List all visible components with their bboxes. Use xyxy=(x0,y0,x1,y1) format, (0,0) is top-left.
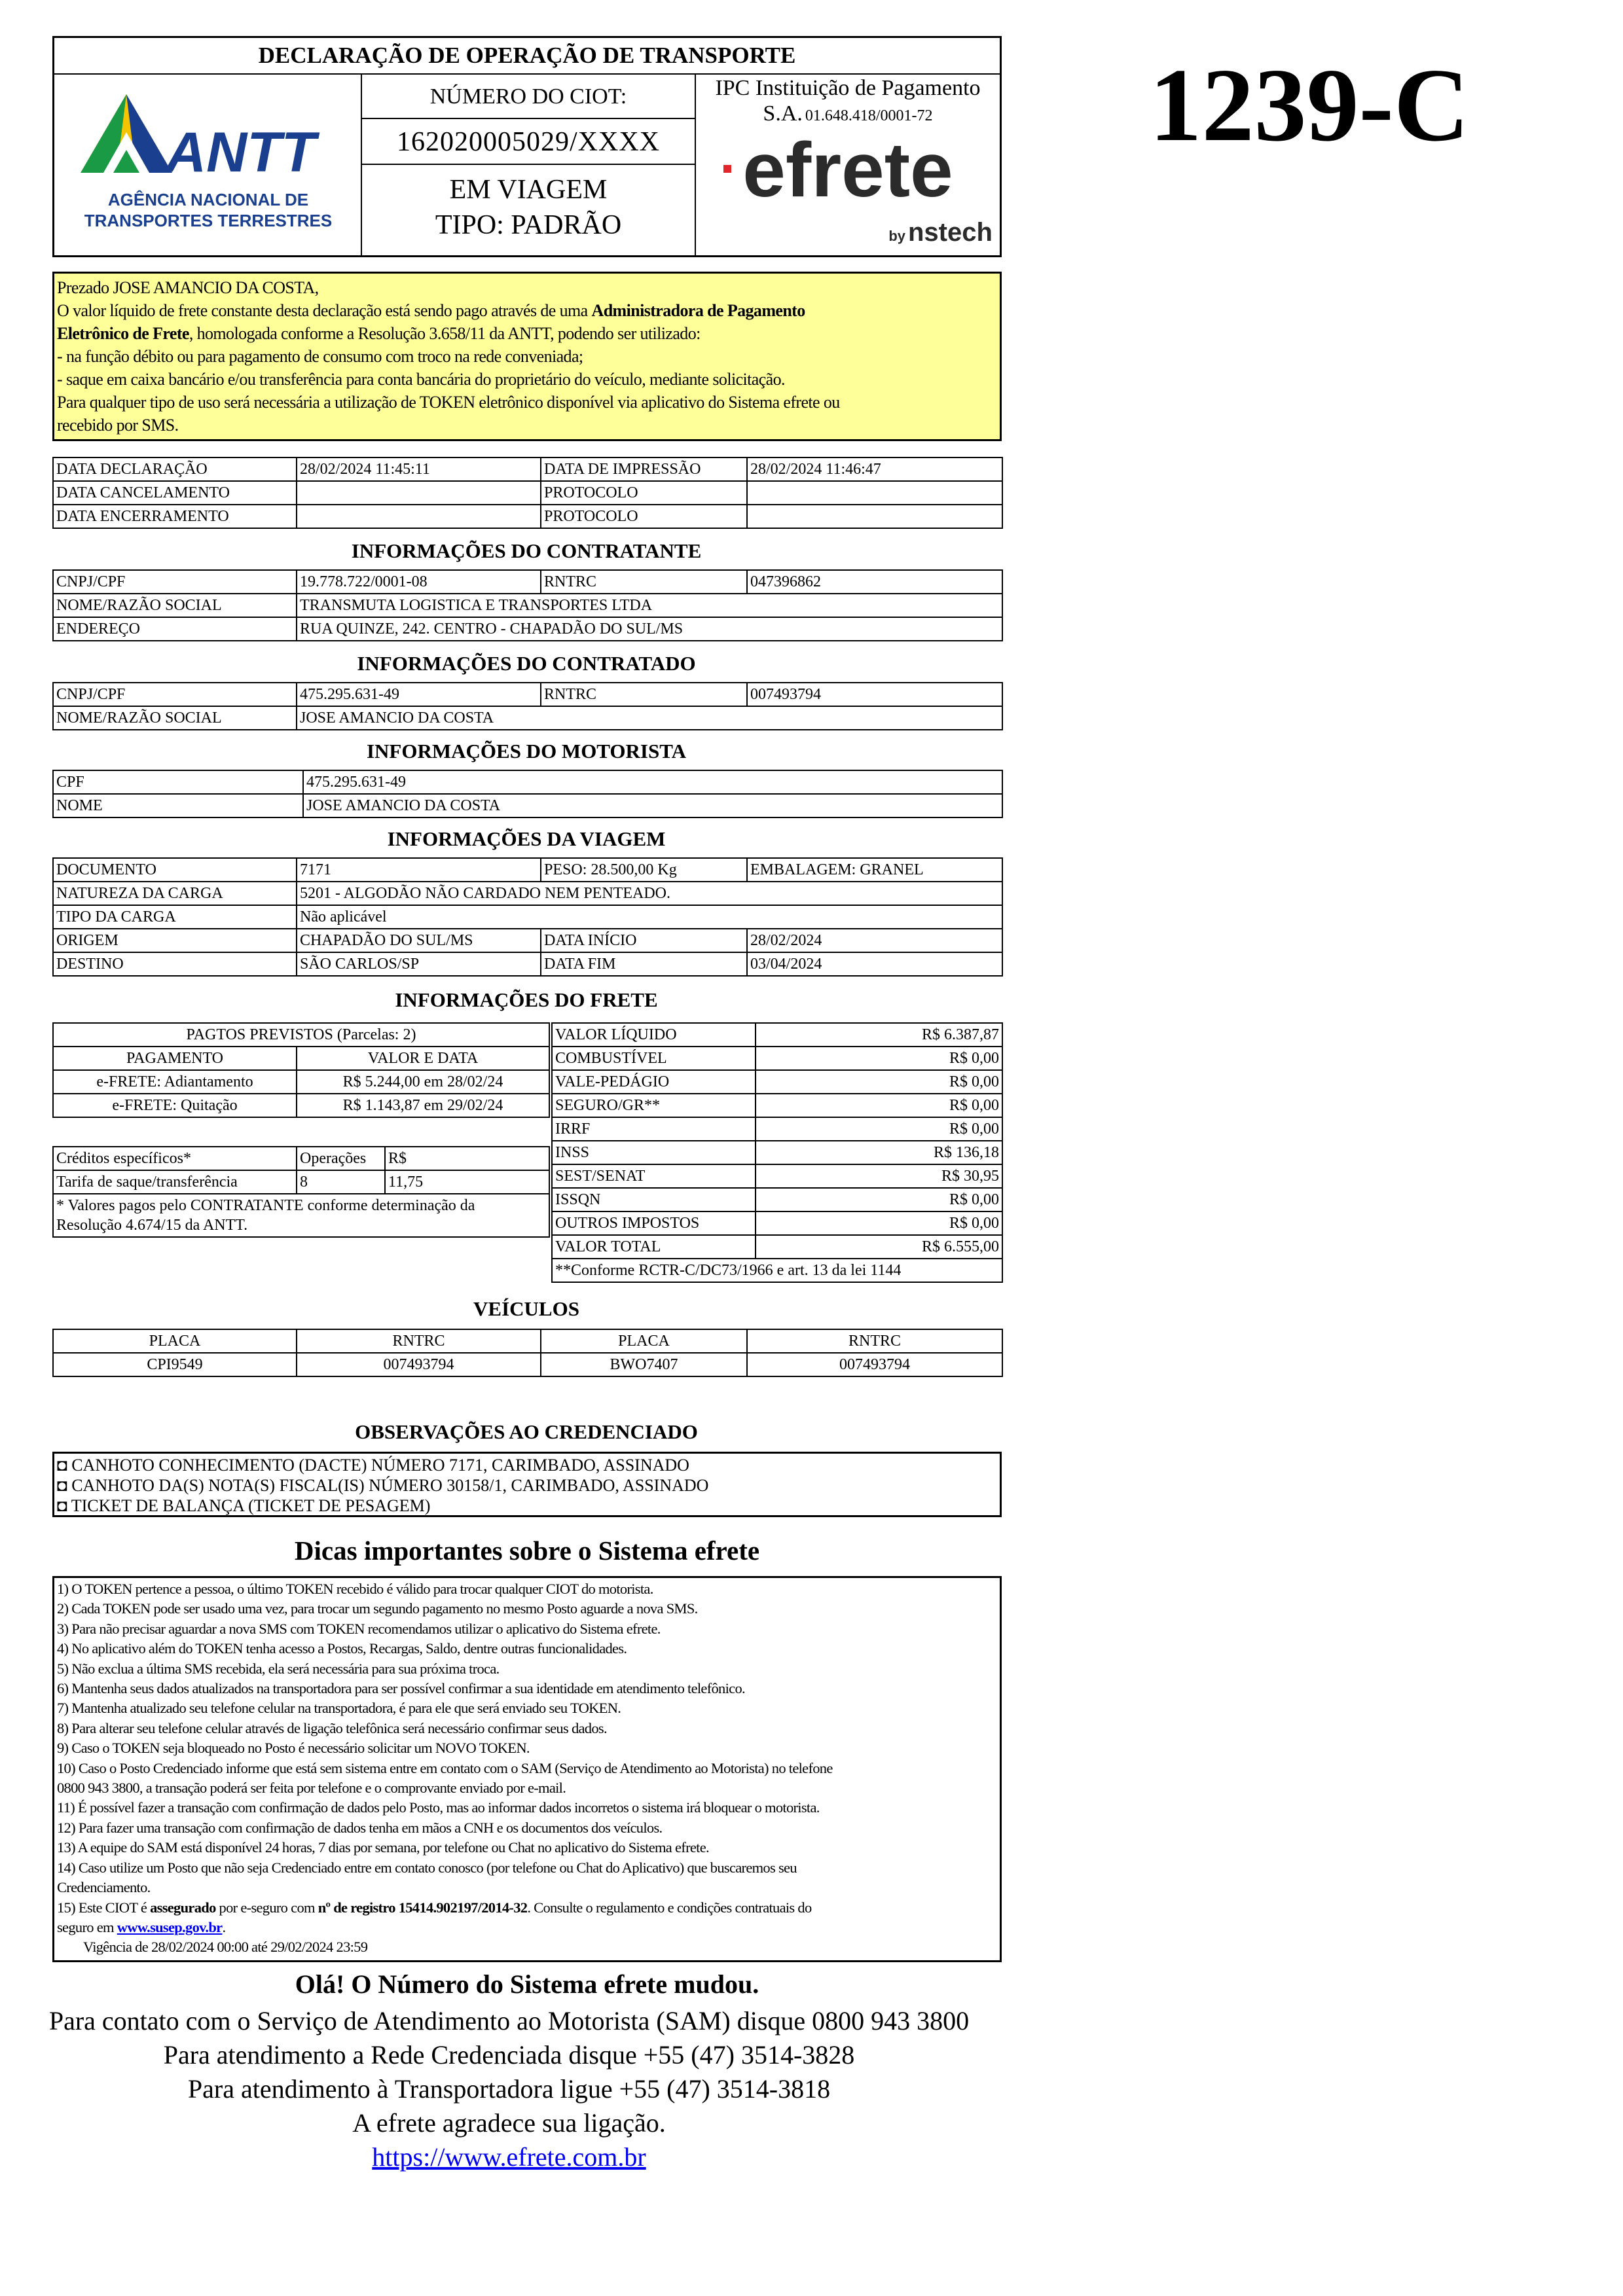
dica-text: 15) Este CIOT é xyxy=(57,1899,151,1916)
dica-line xyxy=(57,1898,997,1918)
rntrc-value: 007493794 xyxy=(297,1353,541,1376)
document-title: DECLARAÇÃO DE OPERAÇÃO DE TRANSPORTE xyxy=(54,38,1000,75)
data-inicio-label: DATA INÍCIO xyxy=(541,929,747,952)
dica-line: 1) O TOKEN pertence a pessoa, o último TOKEN recebido é válido para trocar qualquer CIOT do motorista. xyxy=(57,1581,653,1597)
veiculos-title: VEÍCULOS xyxy=(473,1297,579,1320)
table-row xyxy=(53,706,1002,730)
protocolo-label: PROTOCOLO xyxy=(541,481,747,505)
table-row xyxy=(53,794,1002,817)
table-row xyxy=(53,457,1002,481)
endereco-value: RUA QUINZE, 242. CENTRO - CHAPADÃO DO SUL/MS xyxy=(297,617,1002,641)
valor-label: ISSQN xyxy=(552,1188,756,1211)
dica-text: por e-seguro com xyxy=(215,1899,318,1916)
table-row xyxy=(552,1023,1002,1047)
cnpj-label: CNPJ/CPF xyxy=(53,683,297,706)
table-row xyxy=(53,1194,549,1237)
document-code: 1239-C xyxy=(1149,46,1470,163)
contratante-title: INFORMAÇÕES DO CONTRATANTE xyxy=(351,539,702,562)
notice-line xyxy=(57,322,997,345)
valor-label: OUTROS IMPOSTOS xyxy=(552,1211,756,1235)
protocolo-label: PROTOCOLO xyxy=(541,505,747,528)
svg-text:ANTT: ANTT xyxy=(166,121,316,184)
dica-bold: assegurado xyxy=(150,1899,216,1916)
table-row xyxy=(552,1235,1002,1259)
efrete-logo-icon xyxy=(696,131,1000,255)
table-row xyxy=(53,594,1002,617)
ipc-info xyxy=(696,101,1000,131)
creditos-label: Créditos específicos* xyxy=(53,1147,297,1170)
table-row xyxy=(53,617,1002,641)
origem-label: ORIGEM xyxy=(53,929,297,952)
footer-line: Para contato com o Serviço de Atendimento ao Motorista (SAM) disque 0800 943 3800 xyxy=(48,2006,970,2036)
documento-value: 7171 xyxy=(297,858,541,882)
data-fim-value: 03/04/2024 xyxy=(747,952,1002,976)
dica-text: seguro em xyxy=(57,1918,117,1935)
valor-value: R$ 0,00 xyxy=(756,1117,1002,1141)
cnpj-value: 19.778.722/0001-08 xyxy=(297,570,541,594)
table-row xyxy=(53,1070,549,1094)
dica-line: 5) Não exclua a última SMS recebida, ela será necessária para sua próxima troca. xyxy=(57,1660,500,1677)
data-encerramento-value xyxy=(297,505,541,528)
notice-line: recebido por SMS. xyxy=(57,416,179,435)
footer-line: Para atendimento à Transportadora ligue +55 (47) 3514-3818 xyxy=(187,2074,831,2104)
table-row xyxy=(53,1047,549,1070)
destino-value: SÃO CARLOS/SP xyxy=(297,952,541,976)
embalagem-value: EMBALAGEM: GRANEL xyxy=(747,858,1002,882)
documento-label: DOCUMENTO xyxy=(53,858,297,882)
observacoes-box xyxy=(52,1452,1002,1517)
valor-label: SEST/SENAT xyxy=(552,1164,756,1188)
valor-label: COMBUSTÍVEL xyxy=(552,1047,756,1070)
footer-headline: Olá! O Número do Sistema efrete mudou. xyxy=(295,1969,759,1999)
notice-text: , homologada conforme a Resolução 3.658/11 da ANTT, podendo ser utilizado: xyxy=(189,324,701,343)
rntrc-label: RNTRC xyxy=(541,570,747,594)
dica-line: 13) A equipe do SAM está disponível 24 horas, 7 dias por semana, por telefone ou Chat no aplicativo do Sistema efrete. xyxy=(57,1839,709,1856)
table-row xyxy=(552,1117,1002,1141)
pagamento-valor: R$ 1.143,87 em 29/02/24 xyxy=(297,1094,549,1117)
dica-line: 10) Caso o Posto Credenciado informe que está sem sistema entre em contato com o SAM (Serviço de Atendimento ao Motorista) no telefone xyxy=(57,1759,833,1776)
tipo-carga-value: Não aplicável xyxy=(297,905,1002,929)
data-impressao-label: DATA DE IMPRESSÃO xyxy=(541,457,747,481)
table-row xyxy=(53,929,1002,952)
placa-value: CPI9549 xyxy=(53,1353,297,1376)
valor-value: R$ 0,00 xyxy=(756,1211,1002,1235)
table-row xyxy=(53,1329,1002,1353)
destino-label: DESTINO xyxy=(53,952,297,976)
data-fim-label: DATA FIM xyxy=(541,952,747,976)
dates-table xyxy=(52,457,1003,529)
svg-text:AGÊNCIA NACIONAL DE: AGÊNCIA NACIONAL DE xyxy=(107,190,309,209)
tarifa-operacoes: 8 xyxy=(297,1170,385,1194)
natureza-label: NATUREZA DA CARGA xyxy=(53,882,297,905)
table-row xyxy=(53,770,1002,794)
contratante-table xyxy=(52,569,1003,641)
nota-line: Resolução 4.674/15 da ANTT. xyxy=(56,1217,248,1234)
dica-text: . xyxy=(222,1918,226,1935)
ciot-number: 162020005029/XXXX xyxy=(362,119,695,165)
pagtos-title: PAGTOS PREVISTOS (Parcelas: 2) xyxy=(53,1023,549,1047)
table-row xyxy=(53,505,1002,528)
ciot-label: NÚMERO DO CIOT: xyxy=(362,75,695,119)
notice-text: O valor líquido de frete constante desta declaração está sendo pago através de uma xyxy=(57,301,592,320)
dica-line: 0800 943 3800, a transação poderá ser feita por telefone e o comprovante enviado por e-mail. xyxy=(57,1780,566,1797)
col-placa: PLACA xyxy=(53,1329,297,1353)
table-row xyxy=(53,1170,549,1194)
antt-logo-icon xyxy=(54,75,362,255)
table-row xyxy=(53,905,1002,929)
ipc-cnpj: 01.648.418/0001-72 xyxy=(805,107,933,124)
valor-label: VALE-PEDÁGIO xyxy=(552,1070,756,1094)
notice-line xyxy=(57,299,997,322)
valor-value: R$ 0,00 xyxy=(756,1188,1002,1211)
operacoes-label: Operações xyxy=(297,1147,385,1170)
payment-notice xyxy=(52,272,1002,441)
table-row xyxy=(53,858,1002,882)
motorista-title: INFORMAÇÕES DO MOTORISTA xyxy=(366,740,686,762)
valor-label: SEGURO/GR** xyxy=(552,1094,756,1117)
tipo-carga-label: TIPO DA CARGA xyxy=(53,905,297,929)
valor-value: R$ 6.387,87 xyxy=(756,1023,1002,1047)
table-row xyxy=(552,1188,1002,1211)
cnpj-label: CNPJ/CPF xyxy=(53,570,297,594)
notice-bold: Administradora de Pagamento xyxy=(591,301,805,320)
notice-line: - saque em caixa bancário e/ou transferência para conta bancária do proprietário do veículo, mediante solicitação. xyxy=(57,370,785,389)
data-cancelamento-value xyxy=(297,481,541,505)
contratado-table xyxy=(52,682,1003,730)
dica-line: 12) Para fazer uma transação com confirmação de dados tenha em mãos a CNH e os documentos dos veículos. xyxy=(57,1819,663,1836)
nome-label: NOME/RAZÃO SOCIAL xyxy=(53,594,297,617)
valor-label: VALOR LÍQUIDO xyxy=(552,1023,756,1047)
col-rntrc: RNTRC xyxy=(297,1329,541,1353)
table-row xyxy=(53,952,1002,976)
valor-value: R$ 0,00 xyxy=(756,1047,1002,1070)
valor-label: IRRF xyxy=(552,1117,756,1141)
list-item xyxy=(57,1475,997,1496)
nome-value: TRANSMUTA LOGISTICA E TRANSPORTES LTDA xyxy=(297,594,1002,617)
dica-line: 8) Para alterar seu telefone celular através de ligação telefônica será necessário confirmar seus dados. xyxy=(57,1719,607,1736)
footer-contacts xyxy=(0,2004,1018,2174)
observacao-text: TICKET DE BALANÇA (TICKET DE PESAGEM) xyxy=(71,1496,431,1515)
motorista-table xyxy=(52,770,1003,818)
protocolo-value xyxy=(747,505,1002,528)
checkbox-icon: ◘ xyxy=(57,1456,67,1475)
cpf-label: CPF xyxy=(53,770,303,794)
dica-line: 3) Para não precisar aguardar a nova SMS com TOKEN recomendamos utilizar o aplicativo do Sistema efrete. xyxy=(57,1620,661,1637)
dica-line: Credenciamento. xyxy=(57,1879,151,1896)
origem-value: CHAPADÃO DO SUL/MS xyxy=(297,929,541,952)
ipc-sa: S.A. xyxy=(763,101,803,126)
veiculos-table xyxy=(52,1329,1003,1377)
pagamento-valor: R$ 5.244,00 em 28/02/24 xyxy=(297,1070,549,1094)
data-impressao-value: 28/02/2024 11:46:47 xyxy=(747,457,1002,481)
peso-value: PESO: 28.500,00 Kg xyxy=(541,858,747,882)
cpf-value: 475.295.631-49 xyxy=(303,770,1002,794)
contratado-title: INFORMAÇÕES DO CONTRATADO xyxy=(357,652,696,675)
dica-line: 11) É possível fazer a transação com confirmação de dados pelo Posto, mas ao informar dados incorretos o sistema irá bloquear o motorista. xyxy=(57,1799,820,1816)
valor-value: R$ 0,00 xyxy=(756,1094,1002,1117)
table-row xyxy=(53,570,1002,594)
dicas-box xyxy=(52,1576,1002,1962)
nome-label: NOME/RAZÃO SOCIAL xyxy=(53,706,297,730)
rntrc-value: 007493794 xyxy=(747,683,1002,706)
valor-value: R$ 0,00 xyxy=(756,1070,1002,1094)
pagamento-tipo: e-FRETE: Quitação xyxy=(53,1094,297,1117)
col-valor-data: VALOR E DATA xyxy=(297,1047,549,1070)
observacao-text: CANHOTO CONHECIMENTO (DACTE) NÚMERO 7171, CARIMBADO, ASSINADO xyxy=(71,1456,689,1475)
table-row xyxy=(552,1211,1002,1235)
dica-line: 9) Caso o TOKEN seja bloqueado no Posto é necessário solicitar um NOVO TOKEN. xyxy=(57,1740,530,1757)
table-row xyxy=(552,1094,1002,1117)
cnpj-value: 475.295.631-49 xyxy=(297,683,541,706)
ciot-type: TIPO: PADRÃO xyxy=(435,210,622,240)
pagamento-tipo: e-FRETE: Adiantamento xyxy=(53,1070,297,1094)
header-box xyxy=(52,36,1002,257)
valor-total-value: R$ 6.555,00 xyxy=(756,1235,1002,1259)
frete-title: INFORMAÇÕES DO FRETE xyxy=(395,988,658,1011)
data-declaracao-value: 28/02/2024 11:45:11 xyxy=(297,457,541,481)
notice-line: Para qualquer tipo de uso será necessária a utilização de TOKEN eletrônico disponível via aplicativo do Sistema efrete ou xyxy=(57,393,840,412)
rntrc-label: RNTRC xyxy=(541,683,747,706)
col-rntrc: RNTRC xyxy=(747,1329,1002,1353)
notice-line: - na função débito ou para pagamento de consumo com troco na rede conveniada; xyxy=(57,347,583,366)
pagtos-table xyxy=(52,1022,550,1118)
checkbox-icon: ◘ xyxy=(57,1476,67,1495)
table-row xyxy=(552,1164,1002,1188)
table-row xyxy=(53,882,1002,905)
rntrc-value: 007493794 xyxy=(747,1353,1002,1376)
col-placa: PLACA xyxy=(541,1329,747,1353)
nome-label: NOME xyxy=(53,794,303,817)
table-row xyxy=(552,1070,1002,1094)
table-row xyxy=(552,1259,1002,1282)
table-row xyxy=(552,1141,1002,1164)
table-row xyxy=(53,1353,1002,1376)
efrete-cell xyxy=(696,75,1000,255)
table-row xyxy=(53,683,1002,706)
data-encerramento-label: DATA ENCERRAMENTO xyxy=(53,505,297,528)
nome-value: JOSE AMANCIO DA COSTA xyxy=(297,706,1002,730)
table-row xyxy=(53,1094,549,1117)
susep-link[interactable]: www.susep.gov.br xyxy=(117,1918,223,1935)
list-item xyxy=(57,1496,997,1516)
dica-line: 6) Mantenha seus dados atualizados na transportadora para ser possível confirmar a sua identidade em atendimento telefônico. xyxy=(57,1680,745,1697)
notice-bold: Eletrônico de Frete xyxy=(57,324,189,343)
dica-text: . Consulte o regulamento e condições contratuais do xyxy=(527,1899,812,1916)
data-cancelamento-label: DATA CANCELAMENTO xyxy=(53,481,297,505)
viagem-title: INFORMAÇÕES DA VIAGEM xyxy=(387,827,666,850)
placa-value: BWO7407 xyxy=(541,1353,747,1376)
dica-line: 7) Mantenha atualizado seu telefone celular na transportadora, é para ele que será enviado seu TOKEN. xyxy=(57,1700,621,1717)
table-row xyxy=(53,1147,549,1170)
rntrc-value: 047396862 xyxy=(747,570,1002,594)
dicas-title: Dicas importantes sobre o Sistema efrete xyxy=(294,1535,760,1566)
ciot-status: EM VIAGEM xyxy=(449,175,608,205)
dica-line: 4) No aplicativo além do TOKEN tenha acesso a Postos, Recargas, Saldo, dentre outras funcionalidades. xyxy=(57,1640,627,1657)
data-declaracao-label: DATA DECLARAÇÃO xyxy=(53,457,297,481)
tarifa-label: Tarifa de saque/transferência xyxy=(53,1170,297,1194)
notice-greeting: Prezado JOSE AMANCIO DA COSTA, xyxy=(57,278,319,297)
nota-contratante xyxy=(53,1194,549,1237)
nota-line: * Valores pagos pelo CONTRATANTE conforme determinação da xyxy=(56,1197,475,1214)
ciot-cell xyxy=(362,75,696,255)
efrete-website-link[interactable]: https://www.efrete.com.br xyxy=(372,2142,646,2172)
dica-bold: nº de registro 15414.902197/2014-32 xyxy=(318,1899,528,1916)
footer-link-row xyxy=(0,2140,1018,2174)
table-row xyxy=(53,1023,549,1047)
dica-line xyxy=(57,1918,997,1937)
tarifa-valor: 11,75 xyxy=(385,1170,549,1194)
rs-label: R$ xyxy=(385,1147,549,1170)
svg-text:TRANSPORTES TERRESTRES: TRANSPORTES TERRESTRES xyxy=(84,211,333,230)
endereco-label: ENDEREÇO xyxy=(53,617,297,641)
col-pagamento: PAGAMENTO xyxy=(53,1047,297,1070)
checkbox-icon: ◘ xyxy=(57,1496,67,1515)
table-row xyxy=(552,1047,1002,1070)
footer-line: A efrete agradece sua ligação. xyxy=(352,2108,666,2138)
dica-line: 14) Caso utilize um Posto que não seja Credenciado entre em contato conosco (por telefone ou Chat do Aplicativo) que buscaremos seu xyxy=(57,1859,797,1876)
natureza-value: 5201 - ALGODÃO NÃO CARDADO NEM PENTEADO. xyxy=(297,882,1002,905)
antt-logo xyxy=(54,75,362,255)
valor-value: R$ 30,95 xyxy=(756,1164,1002,1188)
table-row xyxy=(53,481,1002,505)
vigencia-line: Vigência de 28/02/2024 00:00 até 29/02/2024 23:59 xyxy=(83,1939,368,1956)
valor-total-label: VALOR TOTAL xyxy=(552,1235,756,1259)
svg-text:efrete: efrete xyxy=(742,131,953,213)
svg-text:nstech: nstech xyxy=(908,218,993,247)
list-item xyxy=(57,1455,997,1475)
protocolo-value xyxy=(747,481,1002,505)
svg-text:by: by xyxy=(888,228,905,244)
valores-table xyxy=(551,1022,1003,1283)
ipc-name: IPC Instituição de Pagamento xyxy=(715,76,981,100)
data-inicio-value: 28/02/2024 xyxy=(747,929,1002,952)
observacao-text: CANHOTO DA(S) NOTA(S) FISCAL(IS) NÚMERO 30158/1, CARIMBADO, ASSINADO xyxy=(71,1476,709,1495)
observacoes-title: OBSERVAÇÕES AO CREDENCIADO xyxy=(355,1420,698,1443)
viagem-table xyxy=(52,857,1003,977)
dica-line: 2) Cada TOKEN pode ser usado uma vez, para trocar um segundo pagamento no mesmo Posto aguarde a nova SMS. xyxy=(57,1600,698,1617)
creditos-table xyxy=(52,1146,550,1238)
valor-value: R$ 136,18 xyxy=(756,1141,1002,1164)
nota-seguro: **Conforme RCTR-C/DC73/1966 e art. 13 da lei 1144 xyxy=(552,1259,1002,1282)
valor-label: INSS xyxy=(552,1141,756,1164)
footer-line: Para atendimento a Rede Credenciada disque +55 (47) 3514-3828 xyxy=(163,2040,855,2070)
nome-value: JOSE AMANCIO DA COSTA xyxy=(303,794,1002,817)
